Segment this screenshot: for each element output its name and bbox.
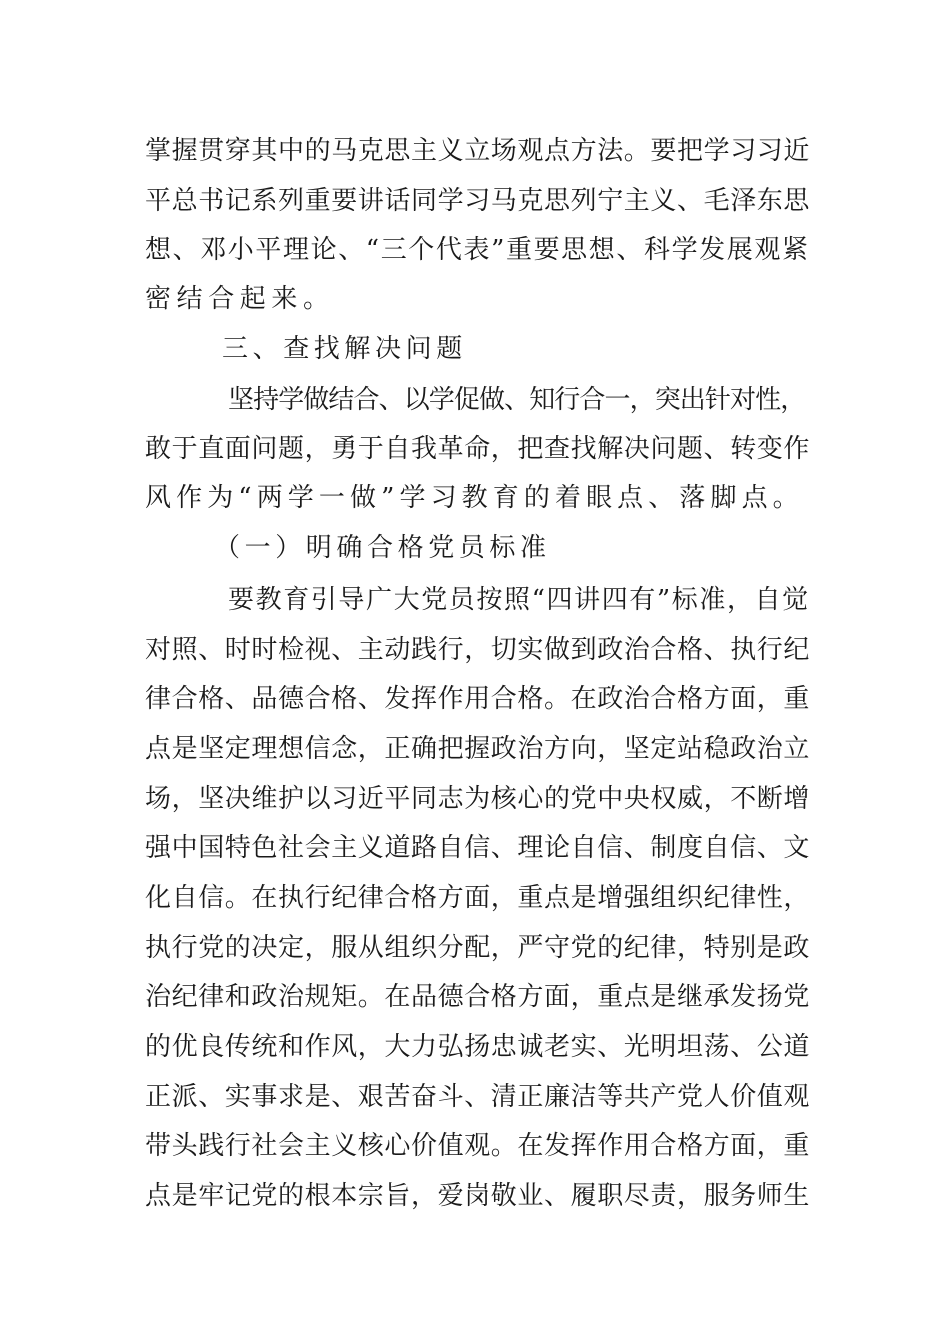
paragraph-line: 带头践行社会主义核心价值观。在发挥作用合格方面，重 xyxy=(145,1131,811,1161)
paragraph-line: 对照、时时检视、主动践行，切实做到政治合格、执行纪 xyxy=(145,635,811,665)
section-heading: 三、查找解决问题 xyxy=(222,334,467,364)
paragraph-line: 律合格、品德合格、发挥作用合格。在政治合格方面，重 xyxy=(145,684,811,714)
paragraph-line: 点是坚定理想信念，正确把握政治方向，坚定站稳政治立 xyxy=(145,734,811,764)
paragraph-line: 治纪律和政治规矩。在品德合格方面，重点是继承发扬党 xyxy=(145,982,811,1012)
paragraph-line: 强中国特色社会主义道路自信、理论自信、制度自信、文 xyxy=(145,833,811,863)
paragraph-line: 坚持学做结合、以学促做、知行合一，突出针对性， xyxy=(228,385,806,415)
paragraph-line: 风作为“两学一做”学习教育的着眼点、落脚点。 xyxy=(145,483,804,513)
paragraph-line: 密结合起来。 xyxy=(145,284,335,314)
paragraph-line: 正派、实事求是、艰苦奋斗、清正廉洁等共产党人价值观 xyxy=(145,1082,811,1112)
paragraph-line: 平总书记系列重要讲话同学习马克思列宁主义、毛泽东思 xyxy=(145,186,811,216)
paragraph-line: 掌握贯穿其中的马克思主义立场观点方法。要把学习习近 xyxy=(145,136,811,166)
paragraph-line: 执行党的决定，服从组织分配，严守党的纪律，特别是政 xyxy=(145,933,811,963)
paragraph-line: 敢于直面问题，勇于自我革命，把查找解决问题、转变作 xyxy=(145,434,811,464)
paragraph-line: 点是牢记党的根本宗旨，爱岗敬业、履职尽责，服务师生 xyxy=(145,1181,811,1211)
paragraph-line: 要教育引导广大党员按照“四讲四有”标准，自觉 xyxy=(228,585,810,615)
paragraph-line: 想、邓小平理论、“三个代表”重要思想、科学发展观紧 xyxy=(145,235,810,265)
subsection-heading: （一）明确合格党员标准 xyxy=(214,533,551,563)
paragraph-line: 化自信。在执行纪律合格方面，重点是增强组织纪律性， xyxy=(145,883,811,913)
paragraph-line: 的优良传统和作风，大力弘扬忠诚老实、光明坦荡、公道 xyxy=(145,1032,811,1062)
paragraph-line: 场，坚决维护以习近平同志为核心的党中央权威，不断增 xyxy=(145,784,811,814)
